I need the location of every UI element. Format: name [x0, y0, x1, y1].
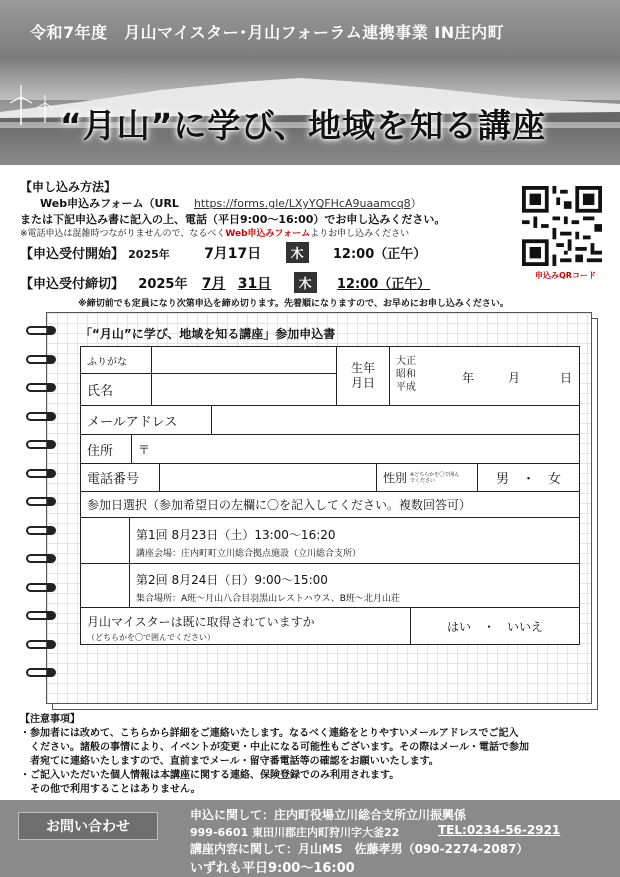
contact-hours: いずれも平日9:00〜16:00 [190, 861, 355, 876]
web-form-link[interactable]: https://forms.gle/LXyYQFHcA9uaamcq8 [193, 197, 411, 210]
session1-checkbox[interactable] [80, 517, 130, 564]
start-label: 【申込受付開始】 [20, 247, 125, 262]
deadline-note: ※締切前でも定員になり次第申込を締め切ります。先着順になりますので、お早めにお申し込みください。 [78, 299, 509, 309]
notebook-ring-hole [47, 384, 54, 391]
birth-label: 生年 月日 [336, 346, 390, 406]
form-title: 「“月山”に学び、地域を知る講座」参加申込書 [80, 327, 336, 341]
start-date: 7月17日 [204, 246, 262, 262]
day-unit: 日 [560, 371, 573, 385]
notebook-ring-hole [47, 441, 54, 448]
notes-line: その他で利用することはありません。 [20, 784, 201, 795]
start-time: 12:00（正午） [332, 247, 427, 262]
era-taisho: 大正 [396, 356, 416, 367]
page-title: “月山”に学び、地域を知る講座 [60, 106, 547, 145]
start-row [20, 242, 426, 263]
meister-question-cell [80, 607, 411, 645]
web-form-label: Web申込みフォーム（URL [40, 197, 179, 210]
header-banner [0, 0, 620, 165]
contact-footer [0, 800, 620, 877]
gender-note: ※どちらかを〇で囲んでください [410, 471, 460, 484]
session-select-label: 参加日選択（参加希望日の左欄に〇を記入してください。複数回答可） [80, 491, 580, 518]
phone-note-post: よりお申し込みください [310, 229, 410, 239]
gender-label-cell [376, 463, 478, 492]
month-unit: 月 [508, 371, 521, 385]
notebook-ring-hole [47, 470, 54, 477]
session2-checkbox[interactable] [80, 563, 130, 608]
contact-content: 講座内容に関して：月山MS 佐藤孝男（090-2274-2087） [190, 842, 529, 856]
end-month: 7月 [201, 276, 226, 292]
gender-options[interactable]: 男 ・ 女 [477, 463, 580, 492]
year-unit: 年 [462, 371, 475, 385]
notebook-ring-hole [47, 498, 54, 505]
address-field[interactable] [131, 434, 580, 464]
start-weekday-badge: 木 [286, 242, 309, 263]
phone-label: 電話番号 [80, 463, 160, 492]
notes-heading: 【注意事項】 [20, 714, 80, 725]
notes-line: ・ご記入いただいた個人情報は本講座に関する連絡、保険登録でのみ利用されます。 [20, 770, 400, 781]
session2-venue: 集合場所：A班〜月山八合目羽黒山レストハウス、B班〜北月山荘 [136, 594, 400, 604]
notebook-ring-hole [47, 584, 54, 591]
birth-field[interactable] [389, 346, 580, 406]
notebook-ring-hole [47, 612, 54, 619]
session2-title: 第2回 8月24日（日）9:00〜15:00 [136, 573, 328, 587]
session1-title: 第1回 8月23日（土）13:00〜16:20 [136, 528, 336, 542]
end-label: 【申込受付締切】 [20, 277, 125, 292]
web-form-line [40, 195, 422, 211]
notebook-ring-hole [47, 356, 54, 363]
era-showa: 昭和 [396, 369, 416, 380]
meister-question: 月山マイスターは既に取得されていますか [87, 615, 315, 629]
phone-note-red: Web申込みフォーム [225, 229, 311, 239]
notebook-ring-hole [47, 327, 54, 334]
qr-code-icon[interactable] [522, 186, 602, 266]
notebook-ring-hole [47, 555, 54, 562]
notes-line: ください。諸般の事情により、イベントが変更・中止になる可能性もございます。その際はメール・電話で参加 [20, 742, 529, 753]
notebook-ring-hole [47, 527, 54, 534]
gender-label: 性別 [383, 471, 408, 485]
contact-address: 999-6601 東田川郡庄内町狩川字大釜22 [190, 826, 400, 839]
end-day: 31日 [237, 276, 272, 292]
furigana-label: ふりがな [80, 346, 152, 374]
contact-tel[interactable]: TEL:0234-56-2921 [438, 823, 561, 837]
web-form-close: ） [410, 197, 422, 210]
phone-apply-text: または下記申込み書に記入の上、電話（平日9:00〜16:00）でお申し込みください。 [20, 213, 446, 226]
furigana-field[interactable] [151, 346, 337, 374]
end-time: 12:00（正午） [336, 277, 431, 292]
wind-turbine-icon [8, 85, 34, 125]
notes-section [20, 713, 610, 797]
start-year: 2025年 [128, 248, 170, 261]
notebook-ring-hole [47, 413, 54, 420]
name-label: 氏名 [80, 373, 152, 406]
session2-cell [129, 563, 580, 608]
notes-line: 者宛てに連絡いたしますので、直前までメール・留守番電話等の確認をお願いいたします。 [20, 756, 439, 767]
meister-options[interactable]: はい ・ いいえ [410, 607, 580, 645]
contact-apply: 申込に関して：庄内町役場立川総合支所立川振興係 [190, 808, 467, 822]
end-row [20, 272, 430, 293]
name-field[interactable] [151, 373, 337, 406]
era-heisei: 平成 [396, 382, 416, 393]
notes-line: ・参加者には改めて、こちらから詳細をご連絡いたします。なるべく連絡をとりやすいメールアドレスでご記入 [20, 728, 519, 739]
phone-note-pre: ※電話申込は混雑時つながりませんので、なるべく [20, 229, 226, 239]
end-weekday-badge: 木 [294, 272, 317, 293]
session1-cell [129, 517, 580, 564]
inquiry-label: お問い合わせ [18, 812, 158, 840]
qr-label: 申込みQRコード [535, 271, 596, 280]
address-label: 住所 [80, 434, 132, 464]
meister-note: （どちらかを〇で囲んでください） [87, 633, 215, 642]
phone-field[interactable] [159, 463, 377, 492]
notebook-ring-hole [47, 641, 54, 648]
end-year: 2025年 [138, 277, 188, 292]
notebook-ring-hole [47, 669, 54, 676]
session1-venue: 講座会場：庄内町町立川総合拠点施設（立川総合支所） [136, 549, 362, 559]
event-subtitle: 令和7年度 月山マイスター･月山フォーラム連携事業 IN庄内町 [30, 23, 505, 42]
wind-turbine-icon [36, 95, 54, 123]
apply-heading: 【申し込み方法】 [20, 180, 117, 194]
email-field[interactable] [211, 405, 580, 435]
phone-note [20, 226, 409, 239]
email-label: メールアドレス [80, 405, 212, 435]
postal-mark: 〒 [138, 442, 151, 457]
